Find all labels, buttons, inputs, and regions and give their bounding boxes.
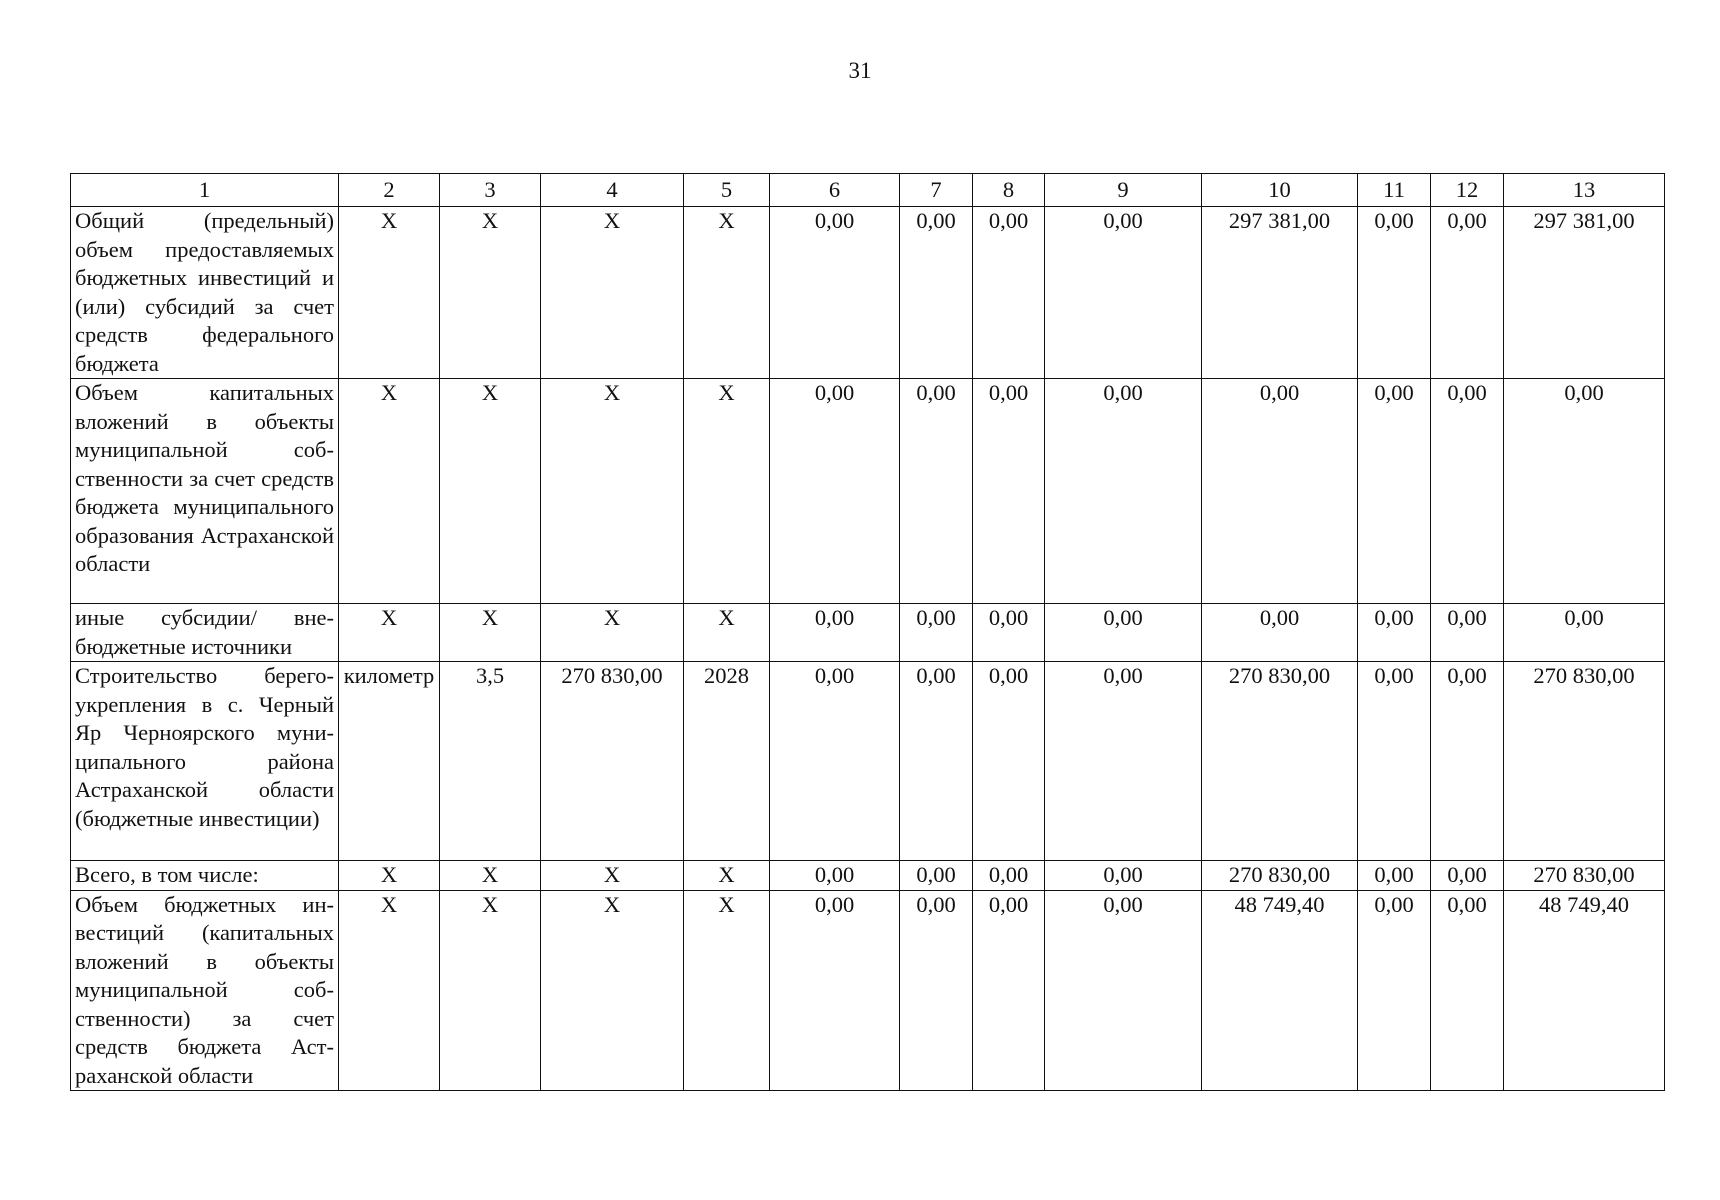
table-cell: 270 830,00	[541, 662, 684, 861]
table-cell: 0,00	[770, 604, 900, 662]
row-label: иные субсидии/ внебюджетные источники	[71, 604, 339, 662]
table-cell: 0,00	[900, 861, 973, 891]
table-cell: 0,00	[973, 662, 1045, 861]
table-cell: X	[684, 207, 770, 379]
table-body	[71, 174, 1665, 1091]
row-label: Всего, в том числе:	[71, 861, 339, 891]
table-cell: X	[684, 604, 770, 662]
table-cell: 0,00	[1431, 662, 1504, 861]
table-cell: 0,00	[1358, 604, 1431, 662]
table-cell: X	[440, 861, 541, 891]
table-cell: 0,00	[770, 861, 900, 891]
table-cell: X	[541, 207, 684, 379]
table-cell: X	[339, 861, 440, 891]
column-header: 1	[71, 174, 339, 207]
table-cell: 0,00	[1358, 890, 1431, 1091]
table-cell: X	[440, 890, 541, 1091]
column-header: 5	[684, 174, 770, 207]
column-header: 7	[900, 174, 973, 207]
table-cell: 48 749,40	[1202, 890, 1358, 1091]
table-cell: 2028	[684, 662, 770, 861]
table-cell: 0,00	[973, 207, 1045, 379]
table-cell: X	[440, 207, 541, 379]
column-header: 4	[541, 174, 684, 207]
page-number: 31	[848, 58, 872, 83]
table-row-total	[71, 861, 1665, 891]
table-cell: X	[684, 861, 770, 891]
budget-table	[70, 173, 1665, 1091]
row-label: Общий (предельный) объем предоставляемых бюджетных инвестиций и (или) субсидий за счет средств федерального бюджета	[71, 207, 339, 379]
table-cell: 3,5	[440, 662, 541, 861]
table-cell: 0,00	[1358, 379, 1431, 604]
table-cell: 0,00	[1045, 861, 1202, 891]
column-header: 3	[440, 174, 541, 207]
table-row	[71, 207, 1665, 379]
table-cell: 0,00	[973, 379, 1045, 604]
table-cell: X	[339, 379, 440, 604]
table-row	[71, 604, 1665, 662]
table-cell: 270 830,00	[1202, 662, 1358, 861]
table-cell: 0,00	[1045, 379, 1202, 604]
table-cell: 0,00	[900, 662, 973, 861]
table-cell: 0,00	[1045, 662, 1202, 861]
table-row	[71, 379, 1665, 604]
table-cell: 0,00	[1431, 207, 1504, 379]
row-label: Строительство берегоукрепления в с. Черный Яр Черноярского муниципального района Астраханской области (бюджетные инвестиции)	[71, 662, 339, 861]
column-header: 9	[1045, 174, 1202, 207]
column-header: 10	[1202, 174, 1358, 207]
table-cell: X	[541, 604, 684, 662]
table-cell: 0,00	[973, 604, 1045, 662]
table-row	[71, 890, 1665, 1091]
table-cell: километр	[339, 662, 440, 861]
table-cell: 297 381,00	[1202, 207, 1358, 379]
table-cell: 0,00	[770, 662, 900, 861]
table-cell: 270 830,00	[1504, 861, 1665, 891]
table-cell: 0,00	[1431, 604, 1504, 662]
table-cell: X	[440, 379, 541, 604]
row-label: Объем бюджетных инвестиций (капитальных вложений в объекты муниципальной собственности) за счет средств бюджета Астраханской области	[71, 890, 339, 1091]
table-cell: 0,00	[1504, 604, 1665, 662]
table-cell: X	[684, 379, 770, 604]
table-cell: X	[339, 207, 440, 379]
table-cell: 0,00	[1431, 861, 1504, 891]
table-cell: X	[541, 861, 684, 891]
column-header: 13	[1504, 174, 1665, 207]
table-cell: 0,00	[1202, 379, 1358, 604]
table-cell: 0,00	[900, 604, 973, 662]
table-cell: X	[684, 890, 770, 1091]
column-header: 2	[339, 174, 440, 207]
table-cell: 0,00	[1045, 207, 1202, 379]
table-cell: 0,00	[770, 207, 900, 379]
row-label: Объем капитальных вложений в объекты муниципальной собственности за счет средств бюджета муниципального образования Астраханской области	[71, 379, 339, 604]
table-row	[71, 662, 1665, 861]
table-cell: X	[339, 604, 440, 662]
column-header: 11	[1358, 174, 1431, 207]
table-cell: 0,00	[900, 207, 973, 379]
table-cell: X	[541, 890, 684, 1091]
table-cell: 0,00	[1045, 890, 1202, 1091]
table-cell: 0,00	[1358, 861, 1431, 891]
table-cell: 270 830,00	[1202, 861, 1358, 891]
table-cell: 0,00	[900, 890, 973, 1091]
table-cell: 0,00	[770, 379, 900, 604]
table-cell: 0,00	[973, 861, 1045, 891]
table-cell: X	[339, 890, 440, 1091]
table-cell: 0,00	[770, 890, 900, 1091]
table-cell: 270 830,00	[1504, 662, 1665, 861]
table-header-row	[71, 174, 1665, 207]
table-cell: 48 749,40	[1504, 890, 1665, 1091]
table-cell: 0,00	[1431, 890, 1504, 1091]
table-cell: X	[541, 379, 684, 604]
table-cell: 0,00	[1504, 379, 1665, 604]
table-cell: 0,00	[900, 379, 973, 604]
table-cell: 0,00	[1045, 604, 1202, 662]
table-cell: 0,00	[1358, 662, 1431, 861]
table-cell: 297 381,00	[1504, 207, 1665, 379]
table-cell: 0,00	[1431, 379, 1504, 604]
table-cell: 0,00	[1358, 207, 1431, 379]
column-header: 12	[1431, 174, 1504, 207]
column-header: 6	[770, 174, 900, 207]
column-header: 8	[973, 174, 1045, 207]
table-cell: 0,00	[973, 890, 1045, 1091]
table-cell: X	[440, 604, 541, 662]
table-cell: 0,00	[1202, 604, 1358, 662]
